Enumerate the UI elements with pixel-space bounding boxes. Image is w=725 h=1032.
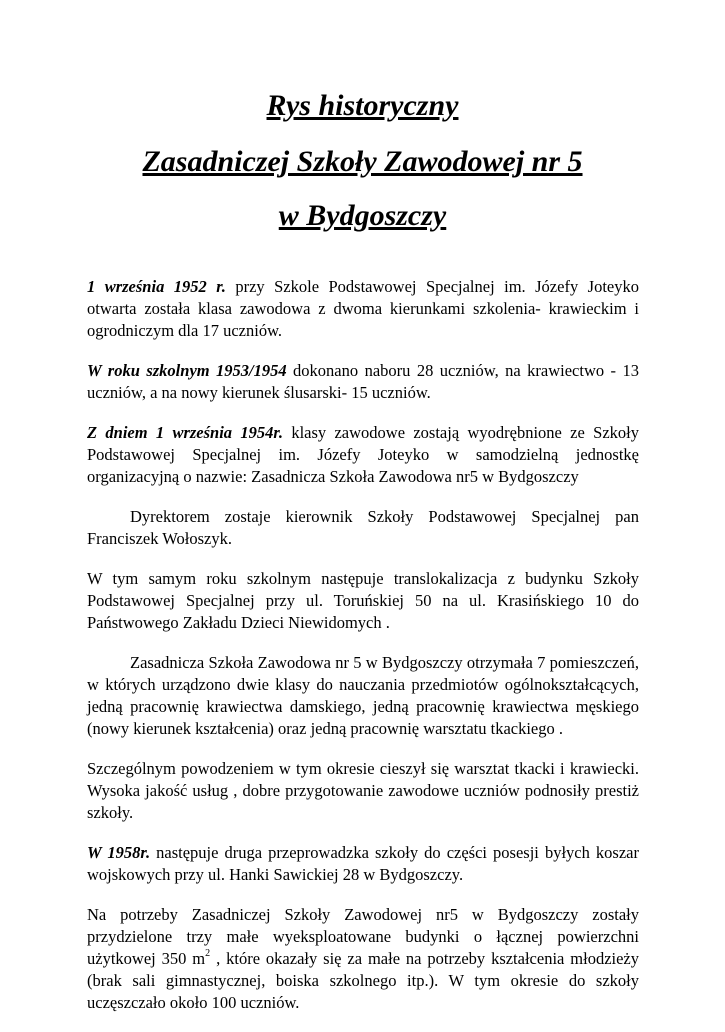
document-body <box>87 276 639 1032</box>
superscript-2: 2 <box>205 947 211 959</box>
paragraph-4: Dyrektorem zostaje kierownik Szkoły Podstawowej Specjalnej pan Franciszek Wołoszyk. <box>87 507 639 548</box>
paragraph-2-text: dokonano naboru 28 uczniów, na krawiectwo - 13 uczniów, a na nowy kierunek ślusarski- 15 uczniów. <box>87 361 639 402</box>
paragraph-3 <box>87 422 639 488</box>
paragraph-8 <box>87 842 639 886</box>
title-line-3: w Bydgoszczy <box>278 199 447 232</box>
paragraph-2-lead: W roku szkolnym 1953/1954 <box>87 361 287 380</box>
paragraph-9 <box>87 904 639 1014</box>
paragraph-1 <box>87 276 639 342</box>
paragraph-5: W tym samym roku szkolnym następuje translokalizacja z budynku Szkoły Podstawowej Specjalnej przy ul. Toruńskiej 50 na ul. Krasińskiego 10 do Państwowego Zakładu Dzieci Niewidomych . <box>87 569 639 632</box>
title-line-2: Zasadniczej Szkoły Zawodowej nr 5 <box>142 145 583 178</box>
paragraph-7: Szczególnym powodzeniem w tym okresie cieszył się warsztat tkacki i krawiecki. Wysoka jakość usług , dobre przygotowanie zawodowe uczniów podnosiły prestiż szkoły. <box>87 759 639 822</box>
paragraph-3-text: klasy zawodowe zostają wyodrębnione ze Szkoły Podstawowej Specjalnej im. Józefy Joteyko w samodzielną jednostkę organizacyjną o nazwie: Zasadnicza Szkoła Zawodowa nr5 w Bydgoszczy <box>87 423 639 486</box>
title-line-1: Rys historyczny <box>266 89 459 122</box>
paragraph-2 <box>87 360 639 404</box>
paragraph-9-text-after: , które okazały się za małe na potrzeby kształcenia młodzieży (brak sali gimnastycznej, boiska szkolnego itp.). W tym okresie do szkoły uczęszczało około 100 uczniów. <box>87 949 639 1012</box>
paragraph-1-text: przy Szkole Podstawowej Specjalnej im. Józefy Joteyko otwarta została klasa zawodowa z dwoma kierunkami szkolenia- krawieckim i ogrodniczym dla 17 uczniów. <box>87 277 639 340</box>
paragraph-6: Zasadnicza Szkoła Zawodowa nr 5 w Bydgoszczy otrzymała 7 pomieszczeń, w których urządzono dwie klasy do nauczania przedmiotów ogólnokształcących, jedną pracownię krawiectwa damskiego, jedną pracownię krawiectwa męskiego (nowy kierunek kształcenia) oraz jedną pracownię warsztatu tkackiego . <box>87 653 639 738</box>
paragraph-8-text: następuje druga przeprowadzka szkoły do części posesji byłych koszar wojskowych przy ul. Hanki Sawickiej 28 w Bydgoszczy. <box>87 843 639 884</box>
paragraph-3-lead: Z dniem 1 września 1954r. <box>87 423 284 442</box>
paragraph-9-text-before: Na potrzeby Zasadniczej Szkoły Zawodowej nr5 w Bydgoszczy zostały przydzielone trzy małe wyeksploatowane budynki o łącznej powierzchni użytkowej 350 m <box>87 905 639 968</box>
paragraph-1-lead: 1 września 1952 r. <box>87 277 226 296</box>
paragraph-8-lead: W 1958r. <box>87 843 151 862</box>
